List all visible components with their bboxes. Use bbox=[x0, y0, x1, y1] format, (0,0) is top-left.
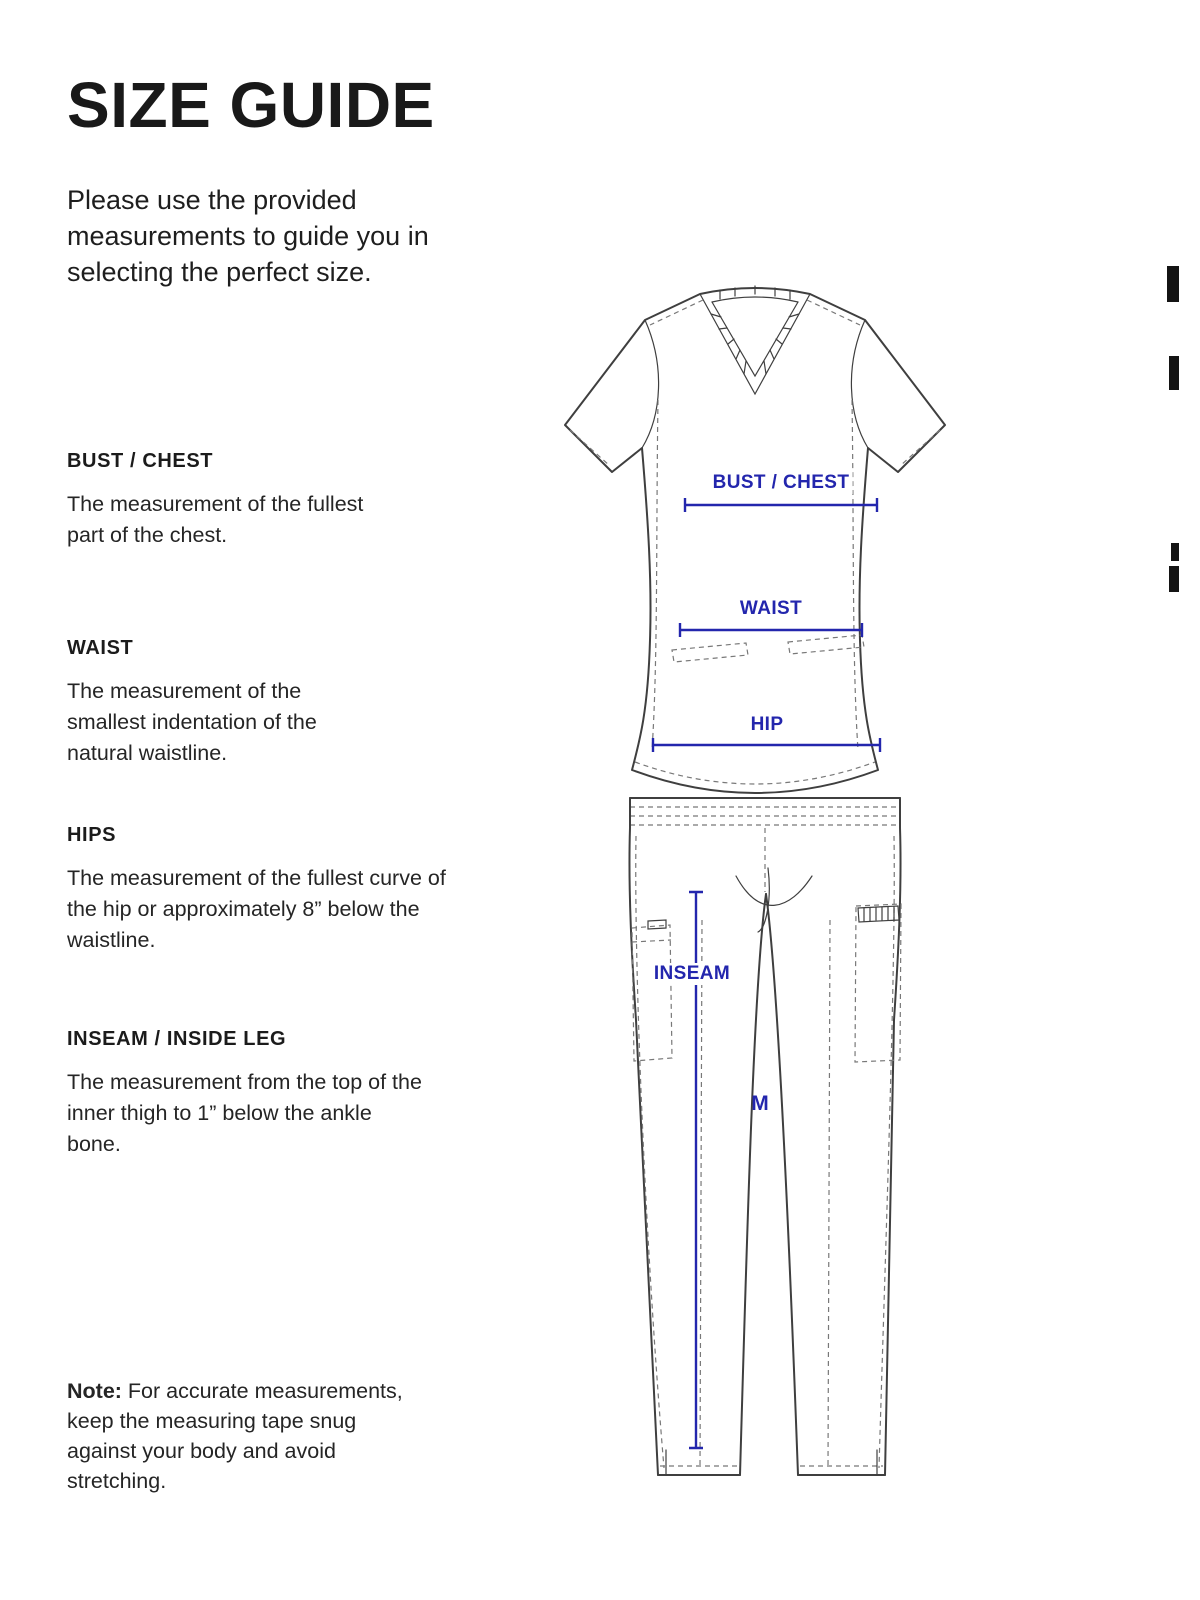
inseam-measure-label: INSEAM bbox=[651, 963, 733, 985]
section-heading: INSEAM / INSIDE LEG bbox=[67, 1028, 287, 1050]
section-body: The measurement of the fullest part of the chest. bbox=[67, 492, 364, 547]
note-label: Note: bbox=[67, 1379, 122, 1403]
edge-artifact bbox=[1169, 356, 1179, 390]
waist-measure-line bbox=[680, 623, 862, 637]
waist-measure-label: WAIST bbox=[737, 598, 805, 620]
page-title: SIZE GUIDE bbox=[67, 69, 435, 141]
edge-artifact bbox=[1171, 543, 1179, 561]
section-heading: WAIST bbox=[67, 637, 134, 659]
edge-artifact bbox=[1167, 266, 1179, 302]
intro-text: Please use the provided measurements to guide you in selecting the perfect size. bbox=[67, 185, 429, 287]
bust-measure-line bbox=[685, 498, 877, 512]
section-heading: HIPS bbox=[67, 824, 117, 846]
scrub-pants-drawing bbox=[629, 798, 901, 1475]
note-text bbox=[67, 1376, 419, 1496]
hip-measure-line bbox=[653, 738, 880, 752]
garment-sketch bbox=[540, 280, 960, 1510]
section-inseam bbox=[67, 1028, 422, 1160]
hip-measure-label: HIP bbox=[748, 714, 787, 736]
bust-measure-label: BUST / CHEST bbox=[710, 472, 853, 494]
section-body: The measurement of the smallest indentation of the natural waistline. bbox=[67, 679, 317, 765]
section-bust-chest bbox=[67, 450, 367, 551]
size-marker-label: M bbox=[751, 1092, 769, 1115]
section-body: The measurement of the fullest curve of the hip or approximately 8” below the waistline. bbox=[67, 866, 446, 952]
scrubs-measurement-diagram bbox=[540, 280, 960, 1510]
edge-artifact bbox=[1169, 566, 1179, 592]
section-waist bbox=[67, 637, 377, 769]
section-body: The measurement from the top of the inner thigh to 1” below the ankle bone. bbox=[67, 1070, 422, 1156]
section-hips bbox=[67, 824, 452, 956]
section-heading: BUST / CHEST bbox=[67, 450, 214, 472]
note-body: For accurate measurements, keep the measuring tape snug against your body and avoid stretching. bbox=[67, 1379, 403, 1493]
